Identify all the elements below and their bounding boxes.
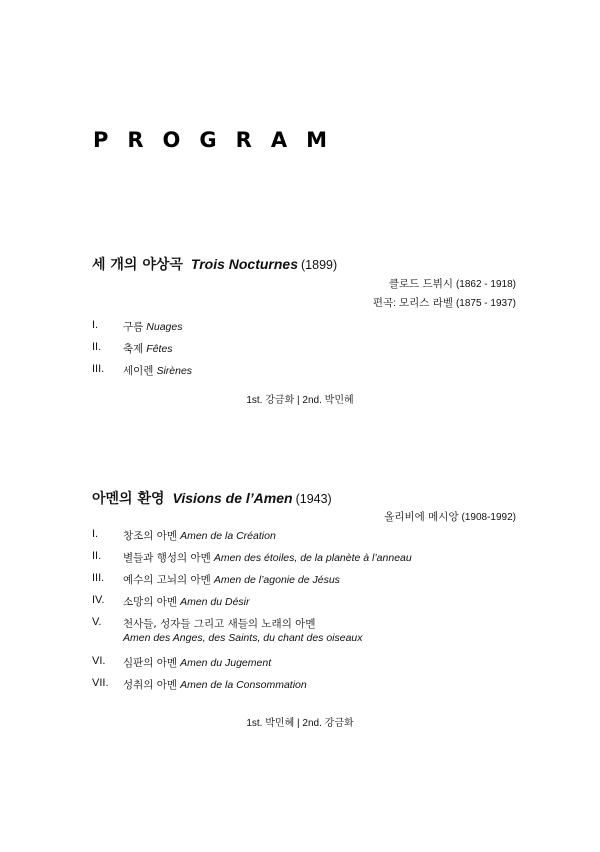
- arranger-years: (1875 - 1937): [455, 298, 516, 309]
- work-title-korean: 세 개의 야상곡: [92, 257, 183, 273]
- movement-item: [92, 319, 516, 341]
- composer-years: (1862 - 1918): [455, 279, 516, 290]
- composer-credits: [92, 508, 516, 527]
- composer-name: 올리비에 메시앙: [384, 511, 459, 523]
- composer-years: (1908-1992): [461, 512, 516, 523]
- movement-number: IV.: [92, 594, 105, 606]
- movement-title-korean: 창조의 아멘: [123, 530, 178, 542]
- performers-line: [0, 714, 600, 729]
- movement-number: III.: [92, 572, 105, 584]
- second-piano-name: 강금화: [324, 718, 354, 729]
- second-piano-label: 2nd.: [302, 395, 322, 406]
- movement-title-korean: 구름: [123, 321, 144, 333]
- movement-title-french: Amen de la Consommation: [180, 679, 307, 691]
- movement-title-french: Amen des étoiles, de la planète à l’anneau: [213, 552, 412, 564]
- movement-number: VII.: [92, 677, 109, 689]
- movement-title-korean: 세이렌: [123, 365, 154, 377]
- movement-number: VI.: [92, 655, 106, 667]
- movement-number: V.: [92, 616, 102, 628]
- movement-title-korean: 소망의 아멘: [123, 596, 178, 608]
- program-work-debussy: [92, 255, 516, 385]
- first-piano-name: 박민혜: [265, 718, 295, 729]
- work-title-french: Visions de l’Amen: [172, 490, 293, 506]
- movement-item: [92, 616, 516, 655]
- movement-title-korean: 별들과 행성의 아멘: [123, 552, 211, 564]
- performers-line: [0, 391, 600, 406]
- movement-item: [92, 594, 516, 616]
- second-piano-name: 박민혜: [324, 395, 354, 406]
- movement-item: [92, 572, 516, 594]
- movement-title-french: Amen du Jugement: [180, 657, 272, 669]
- movement-item: [92, 341, 516, 363]
- movement-item: [92, 528, 516, 550]
- work-title: [92, 255, 516, 274]
- work-year: (1899): [301, 258, 338, 272]
- first-piano-label: 1st.: [246, 718, 263, 729]
- movement-title-korean: 성취의 아멘: [123, 679, 178, 691]
- movement-number: II.: [92, 341, 102, 353]
- composer-credits: [92, 275, 516, 313]
- page-title: PROGRAM: [93, 128, 346, 152]
- movement-title-korean: 심판의 아멘: [123, 657, 178, 669]
- movement-title-french: Nuages: [146, 321, 183, 333]
- movement-title-french: Amen du Désir: [180, 596, 250, 608]
- movement-number: II.: [92, 550, 102, 562]
- work-title-french: Trois Nocturnes: [190, 256, 299, 272]
- arranger-credit: [92, 294, 516, 313]
- work-title: [92, 489, 516, 508]
- movement-title-korean: 예수의 고뇌의 아멘: [123, 574, 211, 586]
- movement-title-french: Fêtes: [146, 343, 173, 355]
- movement-item: [92, 655, 516, 677]
- movement-number: I.: [92, 319, 99, 331]
- composer-name: 클로드 드뷔시: [388, 278, 454, 290]
- movement-item: [92, 677, 516, 699]
- work-title-korean: 아멘의 환영: [92, 491, 165, 507]
- composer-credit: [92, 508, 516, 527]
- program-work-messiaen: [92, 489, 516, 699]
- movement-item: [92, 550, 516, 572]
- separator: |: [297, 718, 300, 729]
- movement-list: [92, 319, 516, 385]
- second-piano-label: 2nd.: [302, 718, 322, 729]
- work-year: (1943): [295, 492, 332, 506]
- movement-title-french: Amen des Anges, des Saints, du chant des oiseaux: [123, 632, 363, 644]
- composer-credit: [92, 275, 516, 294]
- separator: |: [297, 395, 300, 406]
- movement-title-korean: 축제: [123, 343, 144, 355]
- first-piano-label: 1st.: [246, 395, 263, 406]
- movement-number: I.: [92, 528, 99, 540]
- movement-title-french: Sirènes: [156, 365, 193, 377]
- movement-title-french: Amen de l’agonie de Jésus: [213, 574, 340, 586]
- credit-prefix: 편곡:: [372, 297, 399, 309]
- arranger-name: 모리스 라벨: [398, 297, 454, 309]
- first-piano-name: 강금화: [265, 395, 295, 406]
- movement-number: III.: [92, 363, 105, 375]
- movement-item: [92, 363, 516, 385]
- movement-title-korean: 천사들, 성자들 그리고 새들의 노래의 아멘: [123, 618, 316, 630]
- movement-list: [92, 528, 516, 699]
- movement-title-french: Amen de la Création: [180, 530, 276, 542]
